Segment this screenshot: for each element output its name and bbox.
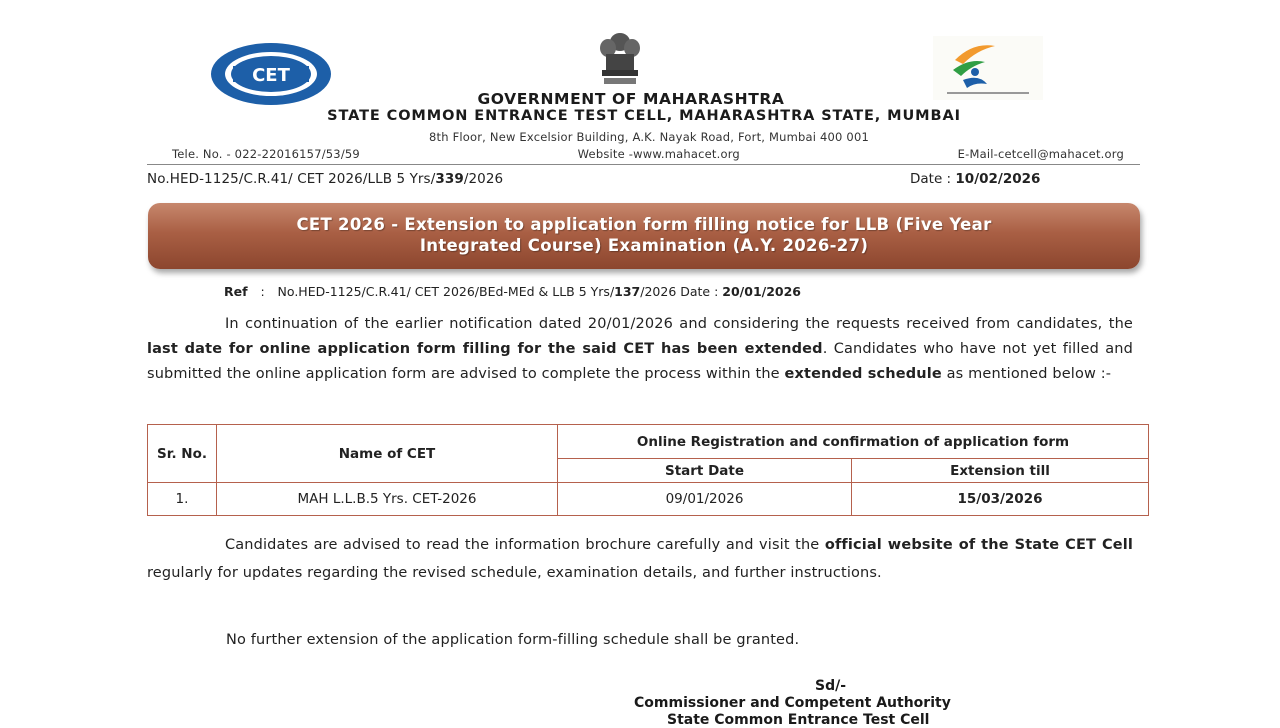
address: 8th Floor, New Excelsior Building, A.K. Nayak Road, Fort, Mumbai 400 001 [429,130,869,144]
notice-date: Date : 10/02/2026 [910,171,1041,187]
cell-sr: 1. [148,483,217,516]
cell-title: STATE COMMON ENTRANCE TEST CELL, MAHARASHTRA STATE, MUMBAI [327,108,961,124]
intro-paragraph: In continuation of the earlier notification dated 20/01/2026 and considering the requests received from candidates, the last date for online application form filling for the said CET has been extended. Candidates who have not yet filled and submitted the online application form are advised to complete the process within the extended schedule as mentioned below :- [147,316,1133,382]
reference-number: No.HED-1125/C.R.41/ CET 2026/LLB 5 Yrs/339/2026 [147,171,504,187]
government-title: GOVERNMENT OF MAHARASHTRA [477,90,785,108]
header-start-date: Start Date [558,459,852,483]
cell-start-date: 09/01/2026 [558,483,852,516]
header-online-registration: Online Registration and confirmation of application form [558,425,1149,459]
notice-title: CET 2026 - Extension to application form filling notice for LLB (Five Year Integrated Course) Examination (A.Y. 2026-27) [296,215,992,255]
advice-paragraph: Candidates are advised to read the information brochure carefully and visit the official website of the State CET Cell regularly for updates regarding the revised schedule, examination details, and further instructions. [147,537,1133,581]
ref-line: Ref : No.HED-1125/C.R.41/ CET 2026/BEd-MEd & LLB 5 Yrs/137/2026 Date : 20/01/2026 [224,284,801,299]
cet-logo-center-text: CET [252,65,290,86]
contact-row [172,147,1124,161]
schedule-table [147,424,1149,516]
signatory-title: Commissioner and Competent Authority [634,695,951,711]
signature-sd: Sd/- [815,678,847,694]
header-sr-no: Sr. No. [148,425,217,483]
telephone: Tele. No. - 022-22016157/53/59 [172,147,360,161]
state-emblem-icon [594,30,646,88]
signatory-office: State Common Entrance Test Cell [667,712,930,728]
cell-extension-till: 15/03/2026 [852,483,1149,516]
header-extension-till: Extension till [852,459,1149,483]
email[interactable]: E-Mail-cetcell@mahacet.org [957,147,1124,161]
header-divider [147,164,1140,165]
header-name-of-cet: Name of CET [217,425,558,483]
no-extension-note: No further extension of the application form-filling schedule shall be granted. [226,632,800,648]
website[interactable]: Website -www.mahacet.org [577,147,740,161]
table-row [148,483,1149,516]
cell-name: MAH L.L.B.5 Yrs. CET-2026 [217,483,558,516]
